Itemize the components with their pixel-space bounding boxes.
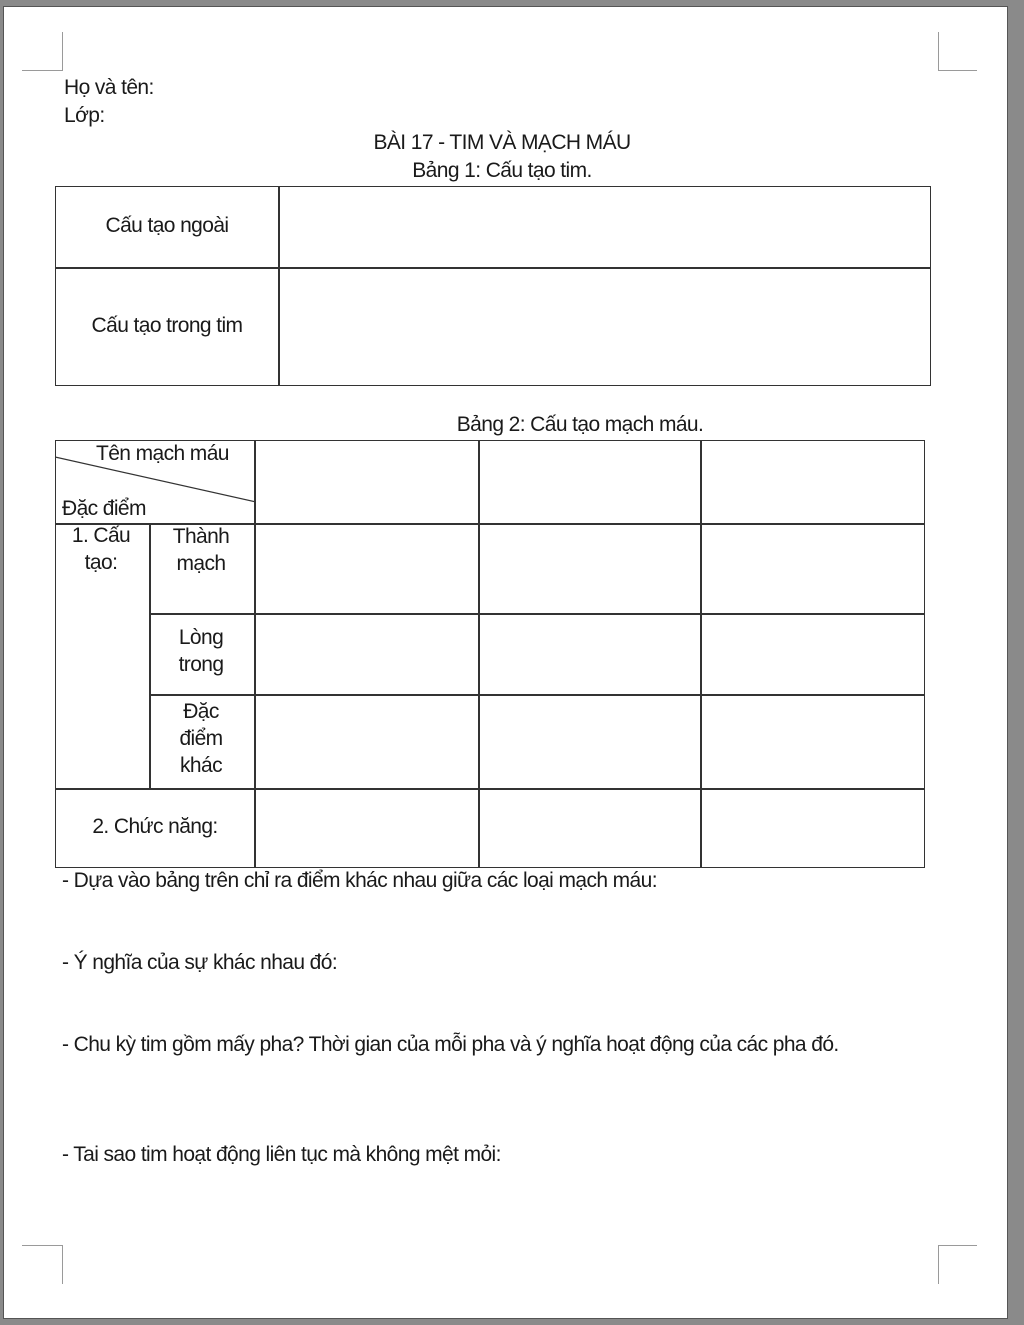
function-row-label: 2. Chức năng: (92, 815, 218, 838)
table2-subrow-label-cell (149, 613, 256, 696)
table2-answer-cell[interactable] (254, 613, 480, 696)
crop-mark-bottom-left (22, 1245, 63, 1284)
table2-answer-cell[interactable] (700, 523, 925, 615)
table2-answer-cell[interactable] (700, 613, 925, 696)
table2-structure-group-cell (55, 523, 151, 790)
table2-vessel-column-header[interactable] (478, 440, 702, 525)
table1-row-label: Cấu tạo ngoài (105, 214, 229, 237)
table2-answer-cell[interactable] (254, 694, 480, 790)
table1-row-label-cell (55, 186, 280, 269)
table2-answer-cell[interactable] (700, 788, 925, 868)
table1-caption: Bảng 1: Cấu tạo tim. (412, 159, 592, 182)
table2-answer-cell[interactable] (478, 694, 702, 790)
question-item: - Tai sao tim hoạt động liên tục mà không mệt mỏi: (62, 1143, 501, 1166)
table2-answer-cell[interactable] (478, 523, 702, 615)
subrow-label: Lòng trong (178, 626, 224, 676)
table2-subrow-label-cell (149, 523, 256, 615)
class-label: Lớp: (64, 104, 105, 127)
structure-group-label: 1. Cấu tạo: (71, 524, 131, 574)
table2-answer-cell[interactable] (700, 694, 925, 790)
subrow-label: Thành mạch (172, 525, 230, 575)
name-label: Họ và tên: (64, 76, 154, 99)
question-item: - Dựa vào bảng trên chỉ ra điểm khác nhau giữa các loại mạch máu: (62, 869, 657, 892)
header-vessel-name: Tên mạch máu (96, 442, 229, 465)
table2-answer-cell[interactable] (478, 788, 702, 868)
table2-answer-cell[interactable] (478, 613, 702, 696)
question-item: - Chu kỳ tim gồm mấy pha? Thời gian của mỗi pha và ý nghĩa hoạt động của các pha đó. (62, 1033, 839, 1056)
table2-answer-cell[interactable] (254, 788, 480, 868)
table2-vessel-column-header[interactable] (700, 440, 925, 525)
table2-subrow-label-cell (149, 694, 256, 790)
question-item: - Ý nghĩa của sự khác nhau đó: (62, 951, 338, 974)
table2-caption: Bảng 2: Cấu tạo mạch máu. (456, 413, 704, 436)
table2-header-diagonal-cell (55, 440, 256, 525)
subrow-label: Đặc điểm khác (179, 700, 223, 777)
crop-mark-top-right (938, 32, 977, 71)
table2-function-label-cell (55, 788, 256, 868)
table1-row-label: Cấu tạo trong tim (91, 314, 243, 337)
crop-mark-top-left (22, 32, 63, 71)
crop-mark-bottom-right (938, 1245, 977, 1284)
table2-vessel-column-header[interactable] (254, 440, 480, 525)
table1-answer-cell[interactable] (278, 186, 931, 269)
header-feature: Đặc điểm (62, 497, 146, 520)
table1-row-label-cell (55, 267, 280, 386)
table1-answer-cell[interactable] (278, 267, 931, 386)
page-title: BÀI 17 - TIM VÀ MẠCH MÁU (373, 131, 631, 154)
table2-answer-cell[interactable] (254, 523, 480, 615)
